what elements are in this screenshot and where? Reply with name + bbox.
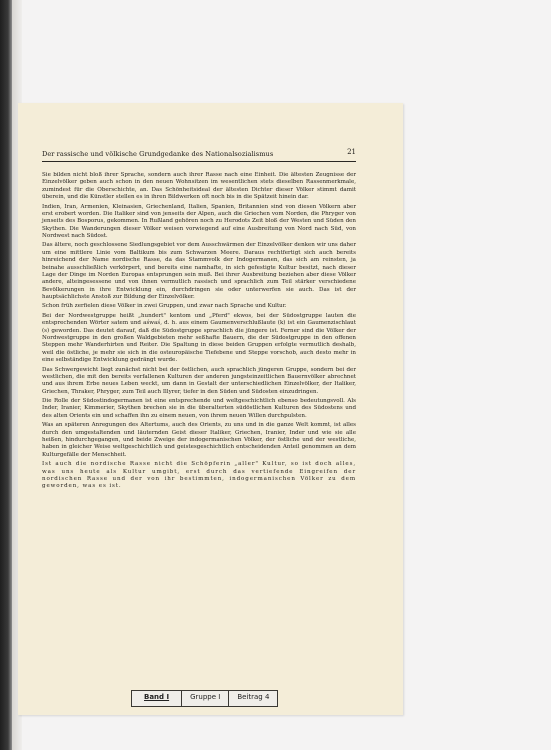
tab-gruppe-i[interactable]: Gruppe I (182, 691, 229, 706)
paragraph: Das ältere, noch geschlossene Siedlungsgebiet vor dem Ausschwärmen der Einzelvölker denken wir uns daher um eine mittlere Linie vom Baltikum bis zum Schwarzen Meere. Daraus rechtfertigt sich auch bereits hinreichend der Name nordische Rasse, da das Stammvolk der Indogermanen, das sich am reinsten, ja beinahe ausschließlich verkörpert, und bereits eine namhafte, in sich gefestigte Kultur besitzt, nach dieser Lage der Dinge im Norden Europas entsprungen sein muß. Bei ihrer Ausbreitung beziehen aber diese Völker andere, alteingesessene und von ihnen vermutlich rassisch und sprachlich zum Teil stärker verschiedene Bevölkerungen in ihre Entwicklung ein, durchdringen sie oder unterwerfen sie auch. Das ist der hauptsächlichste Anstoß zur Bildung der Einzelvölker. (42, 242, 356, 300)
volume-tabs (131, 690, 278, 707)
paragraph: Die Rolle der Südostindogermanen ist eine entsprechende und weltgeschichtlich ebenso bedeutungsvoll. Als Inder, Iranier, Kimmerier, Skythen brechen sie in die überalterten südöstlichen Kulturen des Südostens und des alten Orients ein und schaffen ihn zu einem neuen, von ihrem neuen Willen durchpulsten. (42, 398, 356, 419)
paragraph: Das Schwergewicht liegt zunächst nicht bei der östlichen, auch sprachlich jüngeren Gruppe, sondern bei der westlichen, die mit den bereits verfallenen Kulturen der anderen jungsteinzeitlichen Bauernvölker abrechnet und aus ihrem Erbe neues Leben weckt, um dann in Gestalt der unterschiedlichen Einzelvölker, der Italiker, Griechen, Thraker, Phryger, zum Teil auch Illyrer, tiefer in den Süden und Südosten einzudringen. (42, 366, 356, 395)
paragraph: Bei der Nordwestgruppe heißt „hundert" kentom und „Pferd" ekwos, bei der Südostgruppe lauten die entsprechenden Wörter satem und aśwaś, d. h. aus einem Gaumenverschlußlaute (k) ist ein Gaumenzischlaut (s) geworden. Das deutet darauf, daß die Südostgruppe sprachlich die jüngere ist. Ferner sind die Völker der Nordwestgruppe in den großen Waldgebieten mehr seßhafte Bauern, die der Südostgruppe in den offenen Steppen mehr Wanderhirten und Reiter. Die Spaltung in diese beiden Gruppen erfolgte vermutlich deshalb, weil die östliche, je mehr sie sich in die osteuropäische Tiefebene und Steppe vorschob, auch desto mehr in eine selbständige Entwicklung gedrängt wurde. (42, 312, 356, 363)
page-number: 21 (347, 148, 356, 156)
running-title: Der rassische und völkische Grundgedanke des Nationalsozialismus (42, 150, 274, 158)
paragraph: Was an späteren Anregungen des Altertums, auch des Orients, zu uns und in die ganze Welt kommt, ist alles durch den umgestaltenden und läuternden Geist dieser Italiker, Griechen, Iranier, Inder und wie sie alle heißen, hindurchgegangen, und beide Zweige der indogermanischen Völker, der östliche und der westliche, haben in gleicher Weise weltgeschichtlich und geistesgeschichtlich entscheidenden Anteil genommen an dem Kulturgefälle der Menschheit. (42, 422, 356, 458)
emphasis-paragraph: Ist auch die nordische Rasse nicht die Schöpferin „aller" Kultur, so ist doch alles, was uns heute als Kultur umgibt, erst durch das vertiefende Eingreifen der nordischen Rasse und der von ihr bestimmten, indogermanischen Völker zu dem geworden, was es ist. (42, 461, 356, 490)
tab-beitrag-4[interactable]: Beitrag 4 (229, 691, 277, 706)
tab-band-i[interactable]: Band I (132, 691, 182, 706)
paragraph: Schon früh zerfielen diese Völker in zwei Gruppen, und zwar nach Sprache und Kultur. (42, 303, 287, 310)
paragraph: Indien, Iran, Armenien, Kleinasien, Griechenland, Italien, Spanien, Britannien sind von diesen Völkern aber erst erobert worden. Die Italiker sind von jenseits der Alpen, auch die Griechen vom Norden, die Phryger von jenseits des Bosporus, gekommen. In Rußland gehören noch zu Herodots Zeit bloß der Westen und Süden den Skythen. Die Wanderungen dieser Völker weisen vorwiegend auf eine Ausbreitung von Nord nach Süd, von Nordwest nach Südost. (42, 203, 356, 239)
page-header (42, 147, 356, 162)
paragraph: Sie bilden nicht bloß ihrer Sprache, sondern auch ihrer Rasse nach eine Einheit. Die ältesten Zeugnisse der Einzelvölker geben auch schon in den neuen Wohnsitzen im wesentlichen stets dieselben Rassenmerkmale, zumindest für die Oberschichte, an. Das Schönheitsideal der ältesten Dichter dieser Völker stimmt damit überein, und die Künstler stellen es in ihren Bildwerken oft noch bis in die Spätzeit hinein dar. (42, 172, 356, 201)
page-body (42, 172, 356, 493)
